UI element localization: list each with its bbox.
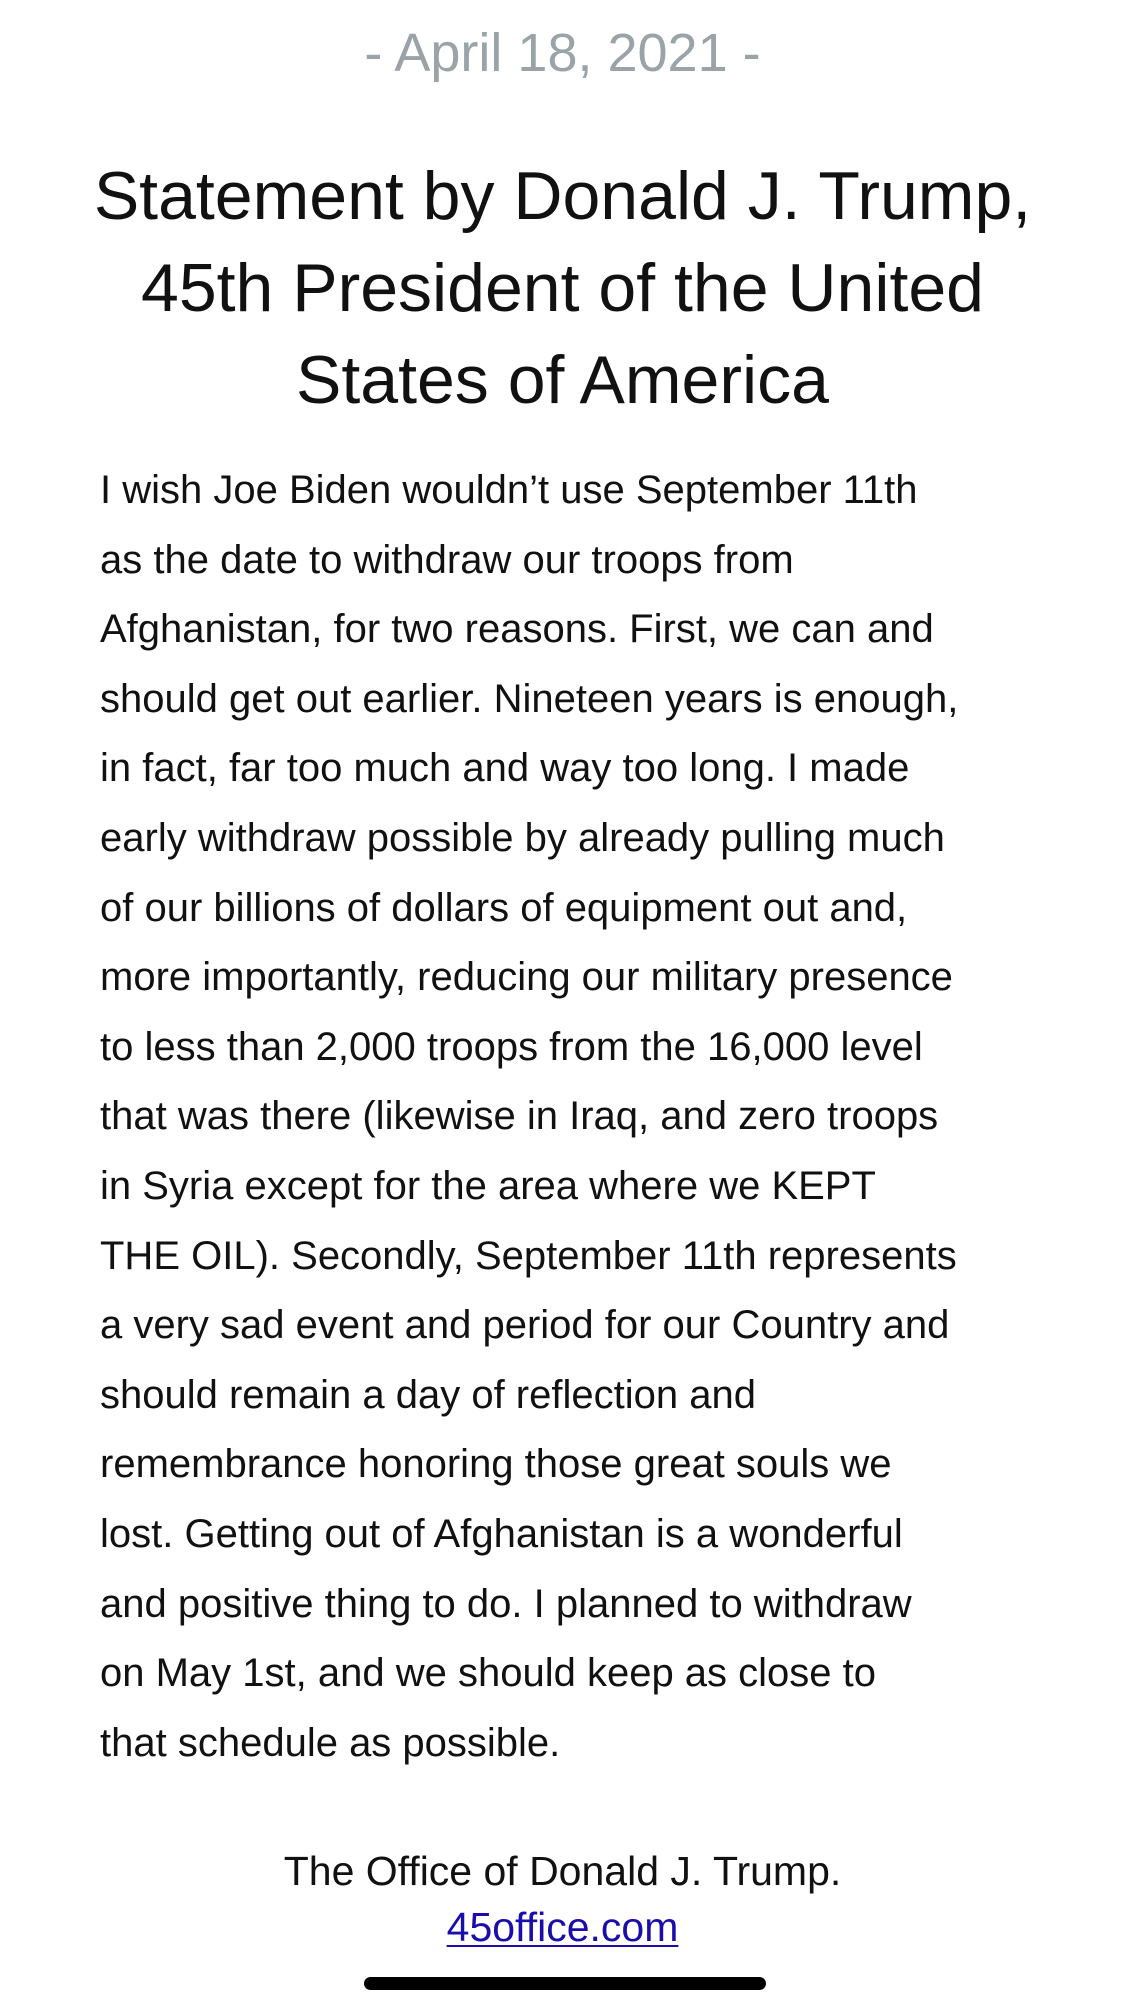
statement-date: - April 18, 2021 -	[364, 23, 761, 83]
body-line: remembrance honoring those great souls we	[100, 1442, 892, 1487]
body-line: THE OIL). Secondly, September 11th represents	[100, 1233, 957, 1278]
office-website-link[interactable]: 45office.com	[446, 1904, 679, 1950]
body-line: in fact, far too much and way too long. I made	[100, 746, 910, 791]
signature-line: The Office of Donald J. Trump.	[283, 1848, 842, 1894]
body-line: should get out earlier. Nineteen years is enough,	[100, 676, 959, 721]
statement-title: Statement by Donald J. Trump, 45th President of the United States of America	[93, 158, 1032, 418]
body-line: to less than 2,000 troops from the 16,000 level	[100, 1024, 923, 1069]
body-line: that was there (likewise in Iraq, and zero troops	[100, 1094, 939, 1139]
body-line: in Syria except for the area where we KEPT	[100, 1163, 876, 1208]
statement-body	[100, 456, 1035, 1778]
body-line: of our billions of dollars of equipment out and,	[100, 885, 908, 930]
body-line: a very sad event and period for our Country and	[100, 1303, 950, 1348]
site-link-container	[0, 1898, 1125, 1956]
body-line: early withdraw possible by already pulling much	[100, 815, 945, 860]
body-line: on May 1st, and we should keep as close to	[100, 1651, 877, 1696]
body-line: as the date to withdraw our troops from	[100, 537, 794, 582]
body-line: I wish Joe Biden wouldn’t use September 11th	[100, 468, 918, 512]
body-line: and positive thing to do. I planned to withdraw	[100, 1581, 912, 1626]
body-line: lost. Getting out of Afghanistan is a wonderful	[100, 1511, 903, 1556]
home-indicator[interactable]	[364, 1977, 766, 1990]
body-line: that schedule as possible.	[100, 1720, 561, 1765]
body-line: Afghanistan, for two reasons. First, we can and	[100, 607, 934, 652]
body-line: should remain a day of reflection and	[100, 1372, 756, 1417]
body-line: more importantly, reducing our military presence	[100, 955, 953, 1000]
